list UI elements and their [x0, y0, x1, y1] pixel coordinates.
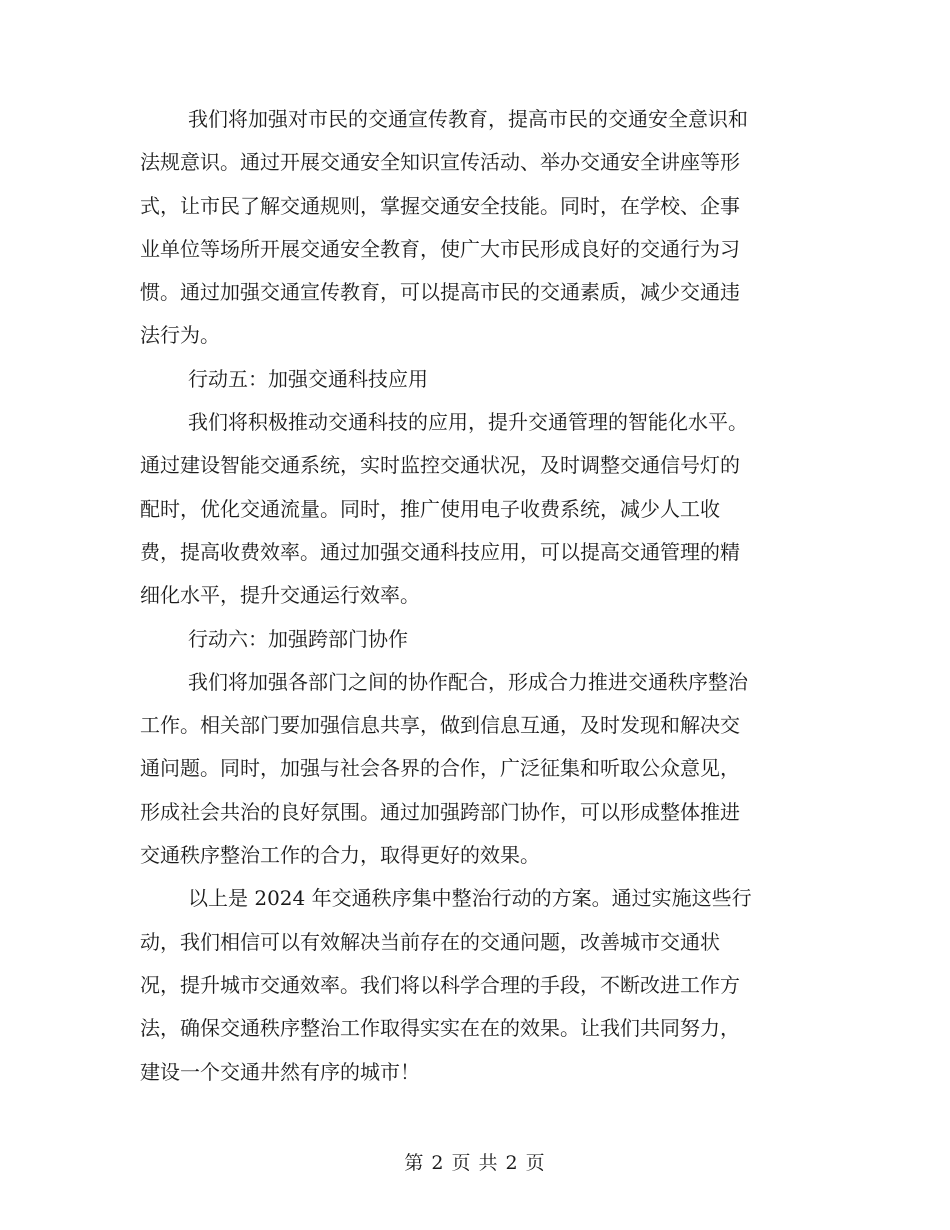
text-line: 形成社会共治的良好氛围。通过加强跨部门协作，可以形成整体推进	[140, 799, 740, 824]
text-line: 建设一个交通井然有序的城市！	[140, 1059, 420, 1084]
paragraph-cross-department	[140, 661, 804, 877]
section-heading-action-6: 行动六：加强跨部门协作	[188, 626, 408, 651]
page-number-footer: 第 2 页 共 2 页	[404, 1152, 546, 1174]
paragraph-traffic-education	[140, 98, 804, 358]
text-line: 工作。相关部门要加强信息共享，做到信息互通，及时发现和解决交	[140, 713, 740, 738]
text-line: 法行为。	[140, 323, 220, 348]
text-line: 配时，优化交通流量。同时，推广使用电子收费系统，减少人工收	[140, 496, 720, 521]
text-line: 况，提升城市交通效率。我们将以科学合理的手段，不断改进工作方	[140, 972, 740, 997]
text-line: 法规意识。通过开展交通安全知识宣传活动、举办交通安全讲座等形	[140, 150, 740, 175]
text-line: 式，让市民了解交通规则，掌握交通安全技能。同时，在学校、企事	[140, 193, 740, 218]
text-line: 惯。通过加强交通宣传教育，可以提高市民的交通素质，减少交通违	[140, 280, 740, 305]
document-body	[140, 98, 804, 1094]
text-line: 通过建设智能交通系统，实时监控交通状况，及时调整交通信号灯的	[140, 453, 740, 478]
text-line: 动，我们相信可以有效解决当前存在的交通问题，改善城市交通状	[140, 929, 720, 954]
paragraph-conclusion	[140, 877, 804, 1093]
text-line: 我们将加强对市民的交通宣传教育，提高市民的交通安全意识和	[188, 107, 748, 131]
text-line: 通问题。同时，加强与社会各界的合作，广泛征集和听取公众意见，	[140, 756, 740, 781]
paragraph-traffic-technology	[140, 401, 804, 617]
text-line: 法，确保交通秩序整治工作取得实实在在的效果。让我们共同努力，	[140, 1016, 740, 1041]
text-line: 费，提高收费效率。通过加强交通科技应用，可以提高交通管理的精	[140, 539, 740, 564]
text-line: 细化水平，提升交通运行效率。	[140, 583, 420, 608]
text-line: 业单位等场所开展交通安全教育，使广大市民形成良好的交通行为习	[140, 236, 740, 261]
text-line: 我们将加强各部门之间的协作配合，形成合力推进交通秩序整治	[188, 669, 748, 694]
section-heading-action-5: 行动五：加强交通科技应用	[188, 366, 428, 391]
text-line: 交通秩序整治工作的合力，取得更好的效果。	[140, 843, 540, 868]
text-line: 以上是 2024 年交通秩序集中整治行动的方案。通过实施这些行	[188, 886, 752, 911]
text-line: 我们将积极推动交通科技的应用，提升交通管理的智能化水平。	[188, 410, 748, 435]
